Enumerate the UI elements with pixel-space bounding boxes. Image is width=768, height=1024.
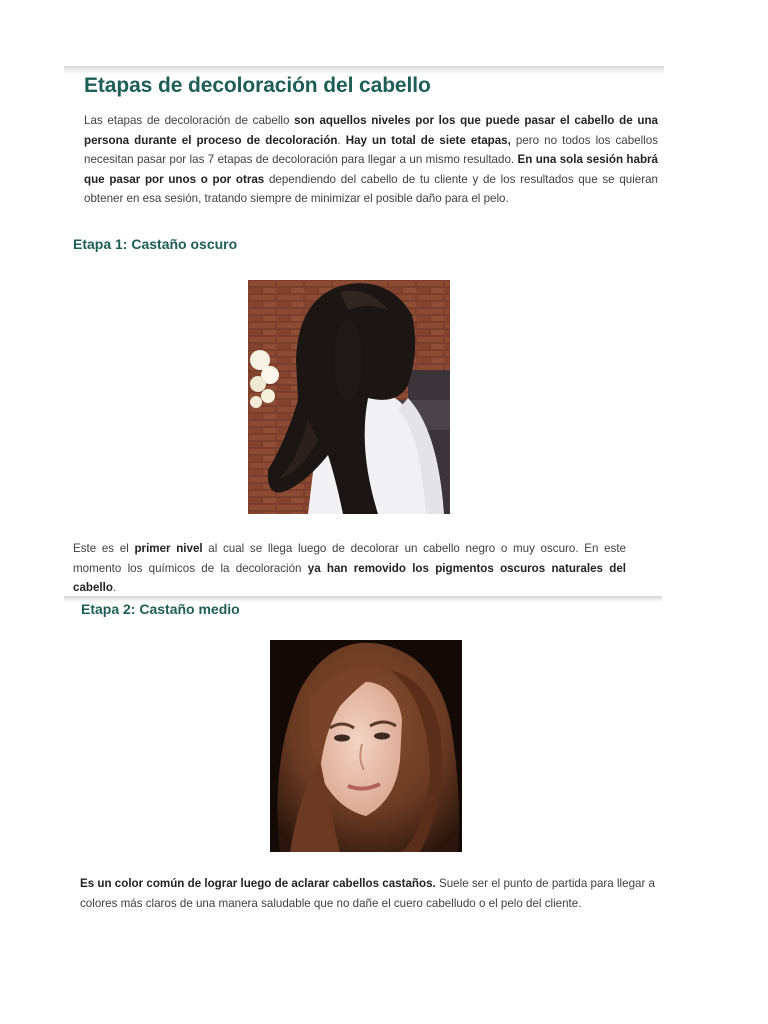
text-run: pero no todos los cabellos necesitan pasar por las 7 etapas de decoloración para llegar a un mismo resultado. (84, 133, 658, 166)
text-run: Suele ser el punto de partida para llegar a colores más claros de una manera saludable que no dañe el cuero cabelludo o el pelo del cliente. (80, 877, 655, 910)
page-title: Etapas de decoloración del cabello (84, 74, 431, 97)
bold-text-run: ya han removido los pigmentos oscuros naturales del cabello (73, 561, 626, 594)
text-run: Las etapas de decoloración de cabello (84, 114, 295, 127)
stage-1-photo (248, 280, 450, 514)
text-run: . (337, 133, 346, 147)
bold-text-run: En una sola sesión habrá que pasar por unos o por otras (84, 153, 658, 186)
bold-text-run: primer nivel (134, 542, 203, 555)
stage-2-description (80, 874, 655, 913)
stage-1-heading: Etapa 1: Castaño oscuro (73, 236, 238, 252)
stage-1-description (73, 539, 626, 598)
text-run: al cual se llega luego de decolorar un cabello negro o muy oscuro. En este momento los químicos de la decoloración (73, 542, 626, 575)
text-run: . (112, 581, 117, 594)
text-run: dependiendo del cabello de tu cliente y de los resultados que se quieran obtener en esa sesión, tratando siempre de minimizar el posible daño para el pelo. (84, 172, 658, 205)
top-divider-shadow (64, 66, 664, 74)
stage-2-photo (270, 640, 462, 852)
stage-2-heading: Etapa 2: Castaño medio (81, 601, 240, 617)
bold-text-run: Es un color común de lograr luego de aclarar cabellos castaños. (80, 877, 436, 890)
intro-paragraph (84, 111, 658, 209)
bold-text-run: son aquellos niveles por los que puede pasar el cabello de una persona durante el proceso de decoloración (84, 114, 658, 147)
text-run: Este es el (73, 542, 135, 555)
bold-text-run: Hay un total de siete etapas, (345, 133, 511, 147)
